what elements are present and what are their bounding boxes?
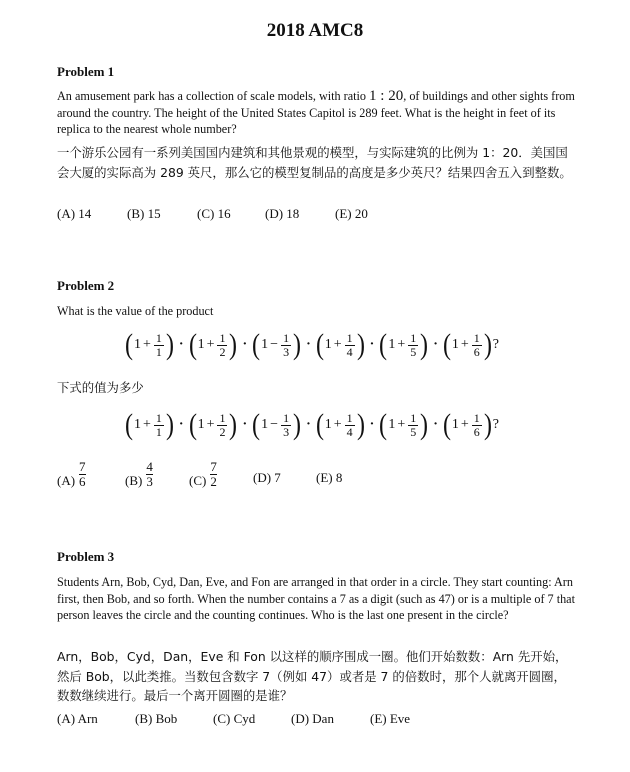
product-factor bbox=[251, 410, 302, 440]
right-paren: ) bbox=[293, 328, 302, 361]
left-paren: ( bbox=[188, 328, 197, 361]
choice-c: (C) $\frac{7}{2}$ bbox=[189, 459, 217, 489]
operator: + bbox=[460, 417, 469, 432]
problem-2-chinese-text: 下式的值为多少 bbox=[57, 380, 144, 395]
choice-c: (C) 16 bbox=[197, 206, 231, 221]
fraction: $\frac{1}{2}$ bbox=[219, 330, 226, 359]
fraction: $\frac{7}{6}$ bbox=[79, 459, 86, 489]
one: 1 bbox=[324, 337, 332, 352]
right-paren: ) bbox=[483, 328, 492, 361]
problem-1-text-suffix: , of buildings and other sights from around the country. The height of the United States Capitol is 289 feet. What is the height in feet of its replica to the nearest whole number? bbox=[57, 89, 575, 136]
operator: − bbox=[270, 337, 279, 352]
choice-b: (B) $\frac{4}{3}$ bbox=[125, 459, 153, 489]
right-paren: ) bbox=[420, 328, 429, 361]
left-paren: ( bbox=[125, 408, 133, 441]
one: 1 bbox=[388, 337, 396, 352]
left-paren: ( bbox=[315, 408, 324, 441]
problem-1-text-prefix: An amusement park has a collection of scale models, with ratio bbox=[57, 89, 370, 103]
problem-2-english-text: What is the value of the product bbox=[57, 304, 214, 318]
left-paren: ( bbox=[315, 328, 324, 361]
fraction: $\frac{7}{2}$ bbox=[210, 459, 217, 489]
multiply-dot: · bbox=[433, 337, 438, 353]
choice-b: (B) 15 bbox=[127, 206, 161, 221]
product-factor bbox=[442, 410, 493, 440]
multiply-dot: · bbox=[306, 417, 311, 433]
product-factor bbox=[315, 330, 366, 360]
left-paren: ( bbox=[442, 328, 451, 361]
right-paren: ) bbox=[356, 408, 365, 441]
choice-e: (E) 20 bbox=[335, 206, 368, 221]
fraction: $\frac{1}{6}$ bbox=[473, 330, 480, 359]
operator: + bbox=[397, 417, 406, 432]
operator: + bbox=[333, 417, 342, 432]
product-factor bbox=[251, 330, 302, 360]
fraction: $\frac{1}{5}$ bbox=[410, 330, 417, 359]
question-mark: ? bbox=[492, 417, 500, 432]
choice-d: (D) Dan bbox=[291, 711, 334, 726]
multiply-dot: · bbox=[242, 337, 248, 353]
product-factor bbox=[124, 330, 175, 360]
problem-2-heading: Problem 2 bbox=[57, 278, 115, 293]
one: 1 bbox=[134, 337, 141, 352]
problem-3-chinese-text: Arn，Bob，Cyd，Dan，Eve 和 Fon 以这样的顺序围成一圈。他们开始数数：Arn 先开始，然后 Bob，以此类推。当数包含数字 7（例如 47）或者是 7 的倍数时，那个人就离开圆圈，数数继续进行。最后一个离开圆圈的是谁？ bbox=[57, 649, 568, 703]
operator: + bbox=[206, 337, 215, 352]
choice-d: (D) 7 bbox=[253, 470, 281, 485]
right-paren: ) bbox=[483, 408, 492, 441]
multiply-dot: · bbox=[306, 337, 311, 353]
operator: + bbox=[333, 337, 342, 352]
product-factor bbox=[188, 410, 239, 440]
fraction: $\frac{1}{4}$ bbox=[346, 410, 353, 439]
left-paren: ( bbox=[379, 328, 388, 361]
choice-e: (E) Eve bbox=[370, 711, 411, 726]
product-factor bbox=[315, 410, 366, 440]
fraction: $\frac{1}{2}$ bbox=[219, 410, 226, 439]
one: 1 bbox=[388, 417, 396, 432]
choice-a: (A) 14 bbox=[57, 206, 92, 221]
problem-3-english-text: Students Arn, Bob, Cyd, Dan, Eve, and Fon are arranged in that order in a circle. They start counting: Arn first, then Bob, and so forth. When the number contains a 7 as a digit (such as 47) or is a multiple of 7 that person leaves the circle and the counting continues. Who is the last one present in the circle? bbox=[57, 575, 575, 622]
left-paren: ( bbox=[125, 328, 133, 361]
multiply-dot: · bbox=[178, 417, 184, 433]
problem-1-chinese-text: 一个游乐公园有一系列美国国内建筑和其他景观的模型，与实际建筑的比例为 1：20．美国国会大厦的实际高为 289 英尺，那么它的模型复制品的高度是多少英尺？结果四舍五入到整数。 bbox=[57, 145, 572, 180]
multiply-dot: · bbox=[178, 337, 184, 353]
problem-1-heading: Problem 1 bbox=[57, 64, 115, 79]
product-factor bbox=[124, 410, 175, 440]
one: 1 bbox=[197, 337, 205, 352]
right-paren: ) bbox=[229, 328, 238, 361]
page-title: 2018 AMC8 bbox=[266, 20, 364, 41]
product-expression-english bbox=[124, 330, 499, 370]
fraction: $\frac{1}{6}$ bbox=[473, 410, 480, 439]
problem-1-english-text bbox=[57, 88, 579, 138]
operator: + bbox=[206, 417, 215, 432]
multiply-dot: · bbox=[369, 417, 375, 433]
multiply-dot: · bbox=[242, 417, 248, 433]
product-expression-chinese bbox=[124, 410, 499, 450]
product-factor bbox=[378, 410, 429, 440]
fraction: $\frac{4}{3}$ bbox=[146, 459, 153, 489]
choice-d: (D) 18 bbox=[265, 206, 300, 221]
fraction: $\frac{1}{1}$ bbox=[155, 330, 162, 359]
one: 1 bbox=[261, 337, 269, 352]
choice-e: (E) 8 bbox=[316, 470, 343, 485]
right-paren: ) bbox=[165, 408, 174, 441]
product-factor bbox=[442, 330, 493, 360]
fraction: $\frac{1}{1}$ bbox=[155, 410, 162, 439]
choice-a: (A) $\frac{7}{6}$ bbox=[57, 459, 86, 489]
operator: + bbox=[143, 337, 151, 352]
problem-1-ratio: 1 : 20 bbox=[369, 88, 404, 104]
fraction: $\frac{1}{5}$ bbox=[410, 410, 417, 439]
left-paren: ( bbox=[252, 328, 261, 361]
right-paren: ) bbox=[229, 408, 238, 441]
multiply-dot: · bbox=[369, 337, 375, 353]
left-paren: ( bbox=[252, 408, 261, 441]
fraction: $\frac{1}{4}$ bbox=[346, 330, 353, 359]
product-factor bbox=[378, 330, 429, 360]
problem-3-heading: Problem 3 bbox=[57, 549, 115, 564]
product-factor bbox=[188, 330, 239, 360]
left-paren: ( bbox=[379, 408, 388, 441]
multiply-dot: · bbox=[433, 417, 438, 433]
choice-b: (B) Bob bbox=[135, 711, 178, 726]
operator: − bbox=[270, 417, 279, 432]
one: 1 bbox=[451, 417, 459, 432]
right-paren: ) bbox=[165, 328, 174, 361]
one: 1 bbox=[324, 417, 332, 432]
choice-a: (A) Arn bbox=[57, 711, 98, 726]
left-paren: ( bbox=[442, 408, 451, 441]
left-paren: ( bbox=[188, 408, 197, 441]
right-paren: ) bbox=[420, 408, 429, 441]
right-paren: ) bbox=[293, 408, 302, 441]
question-mark: ? bbox=[492, 337, 500, 352]
operator: + bbox=[143, 417, 151, 432]
one: 1 bbox=[197, 417, 205, 432]
one: 1 bbox=[451, 337, 459, 352]
one: 1 bbox=[134, 417, 141, 432]
operator: + bbox=[460, 337, 469, 352]
fraction: $\frac{1}{3}$ bbox=[283, 330, 290, 359]
right-paren: ) bbox=[356, 328, 365, 361]
fraction: $\frac{1}{3}$ bbox=[283, 410, 290, 439]
choice-c: (C) Cyd bbox=[213, 711, 256, 726]
one: 1 bbox=[261, 417, 269, 432]
operator: + bbox=[397, 337, 406, 352]
